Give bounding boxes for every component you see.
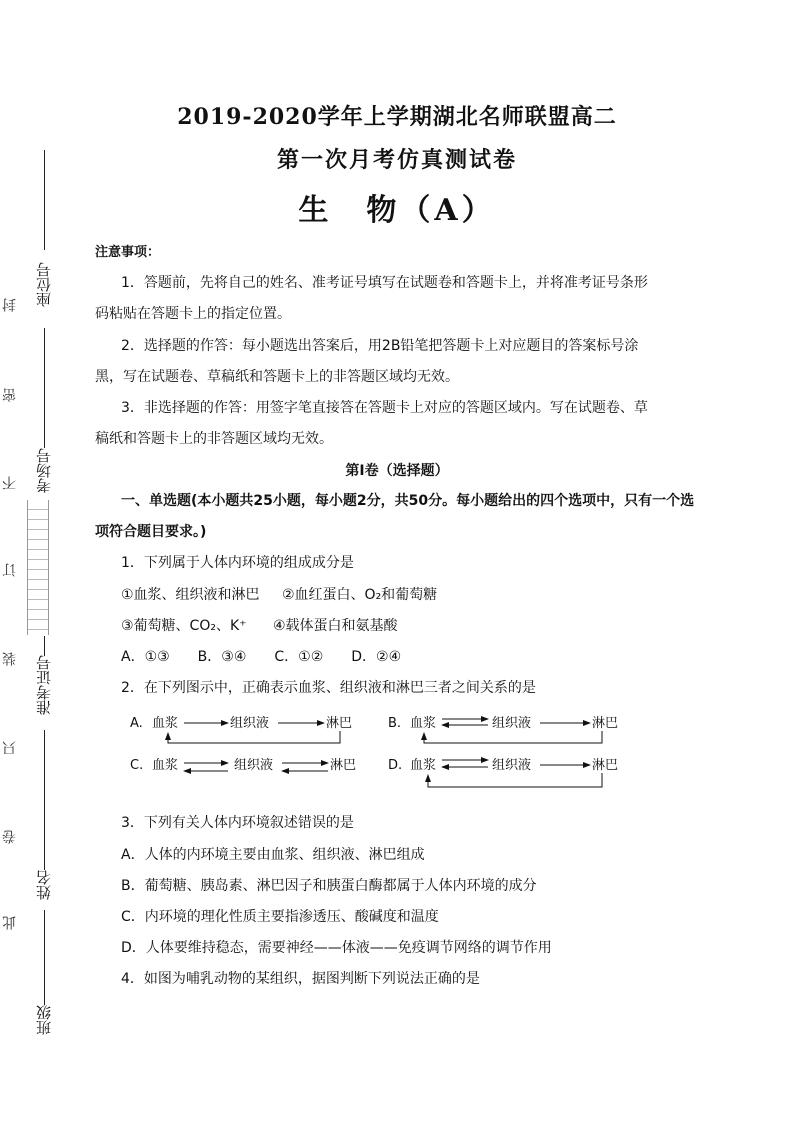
name-label: 姓名 xyxy=(35,870,53,900)
q1-option3: ③葡萄糖、CO₂、K⁺ xyxy=(121,618,247,634)
ticket-number-label: 准考证号 xyxy=(35,655,53,715)
diagram-c-lymph: 淋巴 xyxy=(330,758,357,773)
diagram-b-plasma: 血浆 xyxy=(410,716,437,731)
notice-item1-line2: 码粘贴在答题卡上的指定位置。 xyxy=(95,306,291,322)
diagram-d-letter: D. xyxy=(388,758,403,773)
q2-diagram xyxy=(120,705,630,805)
seal-char-3: 不 xyxy=(2,476,18,490)
section-instruction-line1: 一、单选题(本小题共25小题，每小题2分，共50分。每小题给出的四个选项中，只有一个选 xyxy=(121,493,695,509)
diagram-a-letter: A. xyxy=(130,716,143,731)
diagram-c-plasma: 血浆 xyxy=(152,758,179,773)
diagram-c-letter: C. xyxy=(130,758,144,773)
q3-option-b: B．葡萄糖、胰岛素、淋巴因子和胰蛋白酶都属于人体内环境的成分 xyxy=(121,878,537,894)
notice-item3-line1: 3．非选择题的作答：用签字笔直接答在答题卡上对应的答题区域内。写在试题卷、草 xyxy=(121,400,648,416)
seat-number-label: 座位号 xyxy=(35,262,53,307)
binding-line-5 xyxy=(44,910,45,1005)
seal-char-7: 卷 xyxy=(2,830,18,844)
q3-option-c: C．内环境的理化性质主要指渗透压、酸碱度和温度 xyxy=(121,909,439,925)
q3-stem: 3．下列有关人体内环境叙述错误的是 xyxy=(121,815,354,831)
diagram-d-plasma: 血浆 xyxy=(410,758,437,773)
q1-option1: ①血浆、组织液和淋巴 xyxy=(121,587,260,603)
q3-option-a: A．人体的内环境主要由血浆、组织液、淋巴组成 xyxy=(121,847,425,863)
diagram-b-tissue: 组织液 xyxy=(492,716,532,731)
diagram-b-lymph: 淋巴 xyxy=(592,716,619,731)
diagram-a-tissue: 组织液 xyxy=(230,716,270,731)
q1-option4: ④载体蛋白和氨基酸 xyxy=(273,618,398,634)
notice-heading: 注意事项： xyxy=(95,245,161,260)
diagram-a-plasma: 血浆 xyxy=(152,716,179,731)
exam-room-label: 考场号 xyxy=(35,448,53,493)
notice-item1-line1: 1．答题前，先将自己的姓名、准考证号填写在试题卷和答题卡上，并将准考证号条形 xyxy=(121,275,648,291)
binding-line-3 xyxy=(44,636,45,656)
diagram-c-tissue: 组织液 xyxy=(234,758,274,773)
exam-title-line1: 2019-2020学年上学期湖北名师联盟高二 xyxy=(177,104,617,130)
notice-item2-line1: 2．选择题的作答：每小题选出答案后，用2B铅笔把答题卡上对应题目的答案标号涂 xyxy=(121,338,639,354)
notice-item2-line2: 黑，写在试题卷、草稿纸和答题卡上的非答题区域均无效。 xyxy=(95,369,459,385)
seal-char-6: 只 xyxy=(2,741,18,755)
binding-grid xyxy=(27,500,49,635)
diagram-d-lymph: 淋巴 xyxy=(592,758,619,773)
q1-option2: ②血红蛋白、O₂和葡萄糖 xyxy=(282,587,438,603)
q3-option-d: D．人体要维持稳态，需要神经——体液——免疫调节网络的调节作用 xyxy=(121,940,552,956)
q1-choices: A．①③ B．③④ C．①② D．②④ xyxy=(121,649,402,665)
seal-char-4: 订 xyxy=(2,563,18,577)
diagram-a-lymph: 淋巴 xyxy=(326,716,353,731)
q2-stem: 2．在下列图示中，正确表示血浆、组织液和淋巴三者之间关系的是 xyxy=(121,680,536,696)
seal-char-2: 密 xyxy=(2,388,18,402)
seal-char-5: 装 xyxy=(2,652,18,666)
exam-title-line2: 第一次月考仿真测试卷 xyxy=(276,147,517,173)
binding-line-2 xyxy=(44,328,45,448)
binding-line-4 xyxy=(44,730,45,870)
subject-title: 生 物（A） xyxy=(298,193,496,228)
diagram-d-tissue: 组织液 xyxy=(492,758,532,773)
seal-char-1: 封 xyxy=(2,298,18,312)
section-title: 第Ⅰ卷（选择题） xyxy=(345,463,449,479)
seal-char-8: 此 xyxy=(2,916,18,930)
q1-stem: 1．下列属于人体内环境的组成成分是 xyxy=(121,555,354,571)
diagram-b-letter: B. xyxy=(388,716,402,731)
q4-stem: 4．如图为哺乳动物的某组织，据图判断下列说法正确的是 xyxy=(121,971,480,987)
class-label: 班级 xyxy=(35,1005,53,1035)
notice-item3-line2: 稿纸和答题卡上的非答题区域均无效。 xyxy=(95,431,333,447)
section-instruction-line2: 项符合题目要求。) xyxy=(95,524,207,540)
